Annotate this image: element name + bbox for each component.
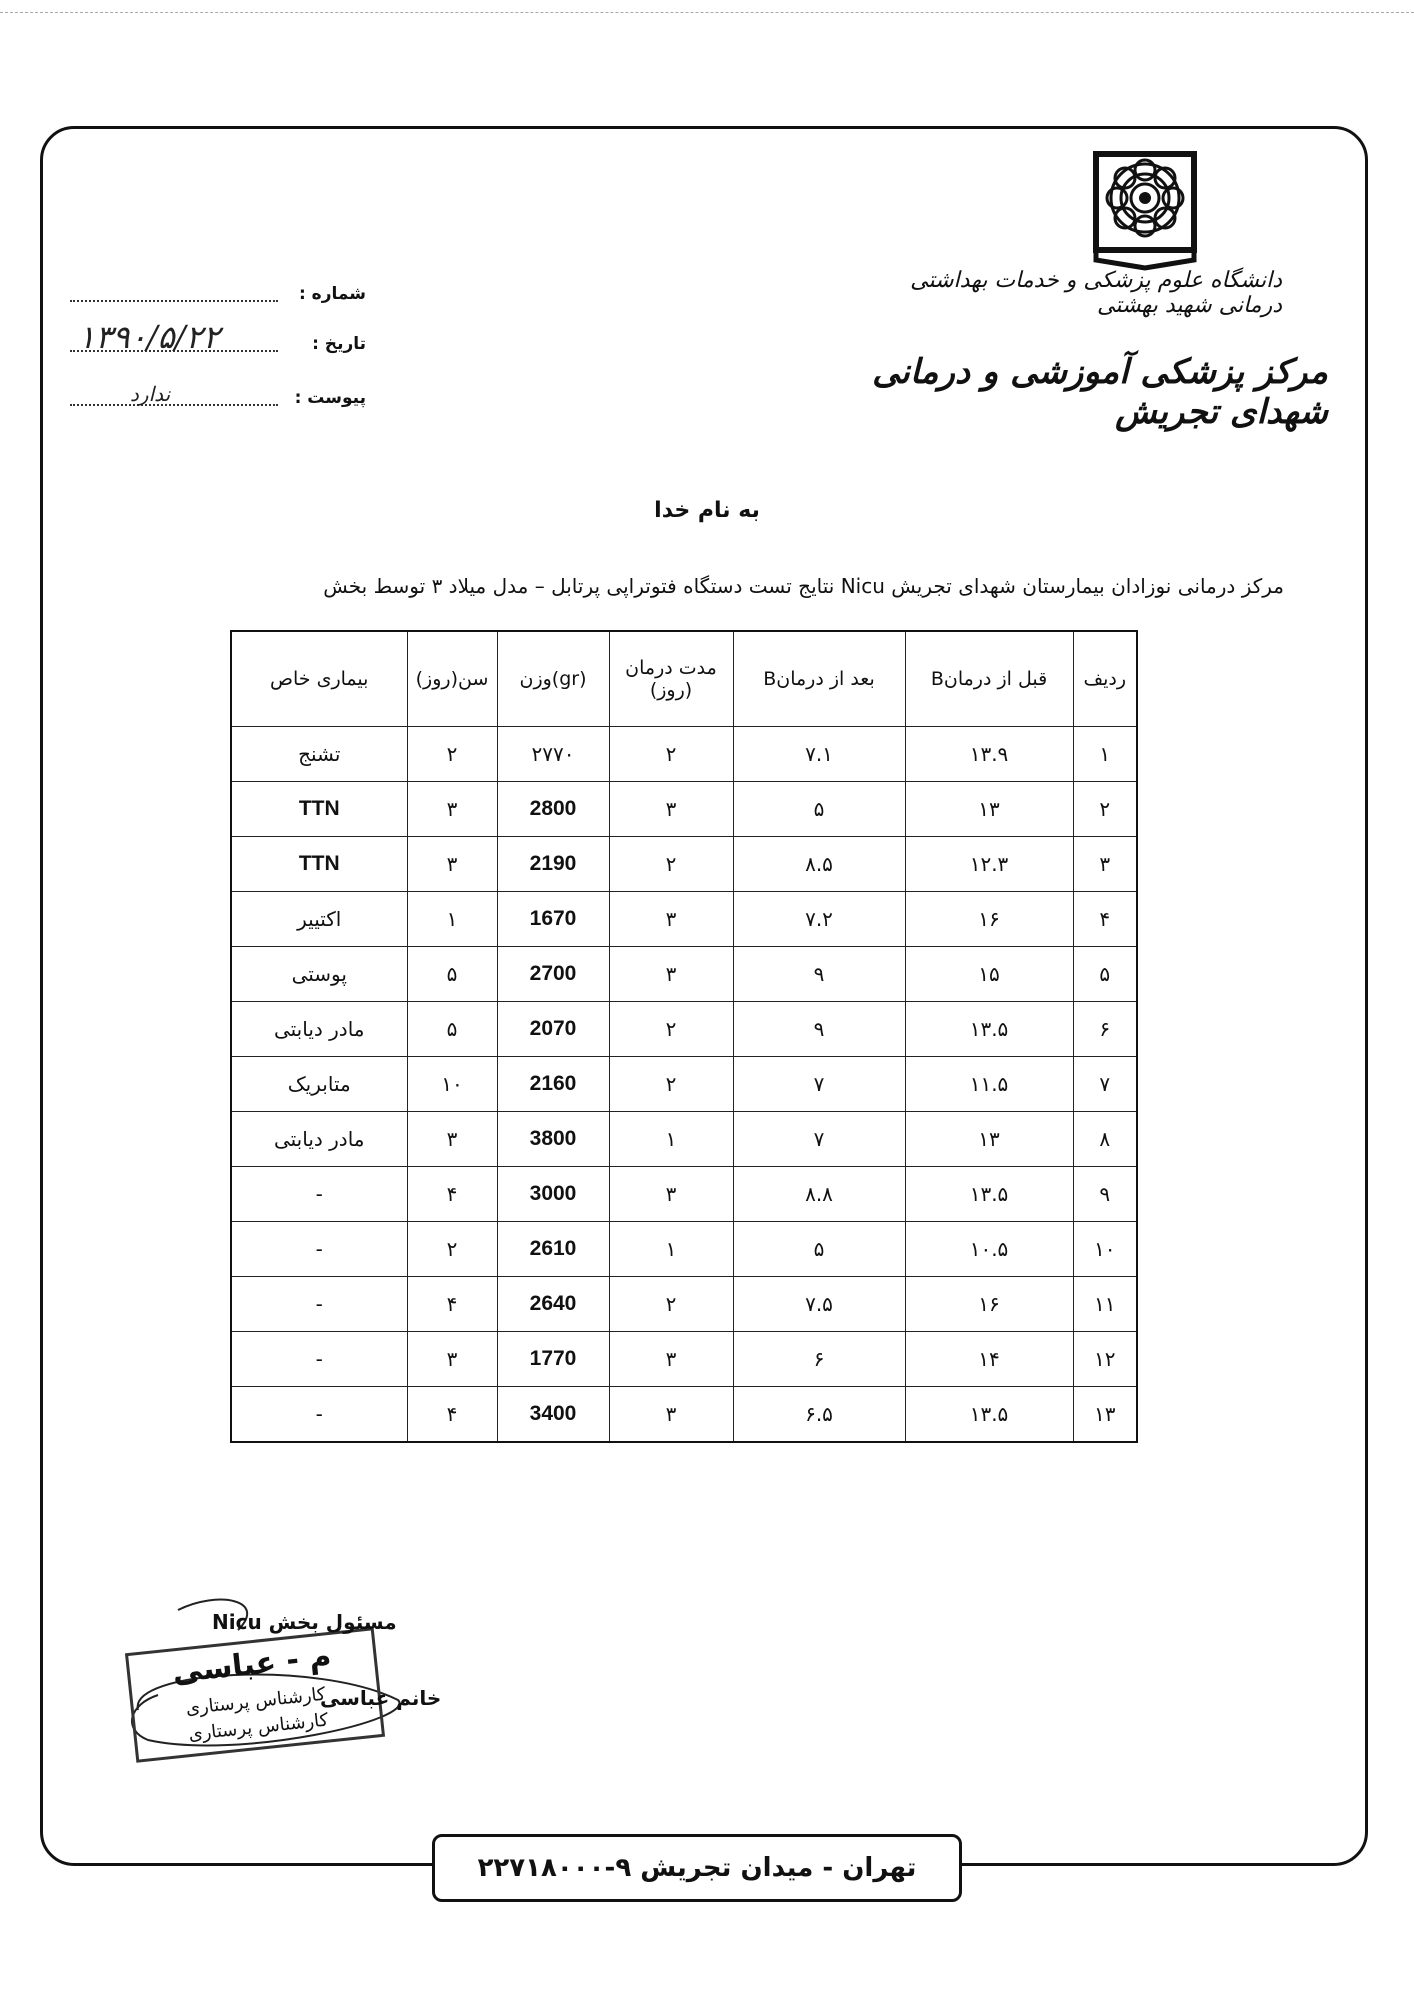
cell-bilirubin-before: ۱۱.۵ — [905, 1057, 1073, 1112]
table-row — [231, 1167, 1137, 1222]
cell-bilirubin-before: ۱۲.۳ — [905, 837, 1073, 892]
number-dots — [70, 300, 278, 302]
cell-duration: ۲ — [609, 1277, 733, 1332]
cell-row-number: ۴ — [1073, 892, 1137, 947]
cell-weight: 3400 — [497, 1387, 609, 1443]
cell-special-disease: - — [231, 1387, 407, 1443]
attachment-field — [70, 372, 366, 412]
cell-special-disease: متابریک — [231, 1057, 407, 1112]
cell-row-number: ۱۳ — [1073, 1387, 1137, 1443]
cell-duration: ۲ — [609, 1002, 733, 1057]
footer-address: تهران - میدان تجریش ۹-۲۲۷۱۸۰۰۰ — [432, 1834, 962, 1902]
cell-bilirubin-after: ۶ — [733, 1332, 905, 1387]
cell-bilirubin-before: ۱۰.۵ — [905, 1222, 1073, 1277]
cell-duration: ۳ — [609, 1387, 733, 1443]
table-row — [231, 782, 1137, 837]
cell-duration: ۱ — [609, 1222, 733, 1277]
cell-weight: 2610 — [497, 1222, 609, 1277]
cell-bilirubin-before: ۱۵ — [905, 947, 1073, 1002]
cell-weight: 2070 — [497, 1002, 609, 1057]
stamp-title: کارشناس پرستاری — [184, 1683, 327, 1720]
cell-special-disease: - — [231, 1167, 407, 1222]
stamp-title-2: کارشناس پرستاری — [187, 1709, 330, 1746]
cell-special-disease: TTN — [231, 782, 407, 837]
cell-age: ۲ — [407, 727, 497, 782]
cell-bilirubin-after: ۷.۵ — [733, 1277, 905, 1332]
header-bilirubin-after: بعد از درمانB — [733, 631, 905, 727]
table-row — [231, 1277, 1137, 1332]
cell-age: ۴ — [407, 1277, 497, 1332]
cell-duration: ۳ — [609, 1332, 733, 1387]
cell-age: ۵ — [407, 1002, 497, 1057]
cell-row-number: ۱۲ — [1073, 1332, 1137, 1387]
cell-duration: ۳ — [609, 947, 733, 1002]
cell-bilirubin-after: ۷.۲ — [733, 892, 905, 947]
cell-weight: 2190 — [497, 837, 609, 892]
stamp-name: م - عباسی — [170, 1638, 333, 1691]
cell-special-disease: مادر دیابتی — [231, 1002, 407, 1057]
table-row — [231, 892, 1137, 947]
table-row — [231, 1112, 1137, 1167]
cell-bilirubin-after: ۵ — [733, 1222, 905, 1277]
cell-age: ۵ — [407, 947, 497, 1002]
cell-age: ۳ — [407, 1332, 497, 1387]
cell-weight: 2800 — [497, 782, 609, 837]
cell-bilirubin-before: ۱۳.۵ — [905, 1387, 1073, 1443]
nurse-name: خانم عباسی — [320, 1686, 442, 1710]
number-label: شماره : — [298, 284, 366, 304]
results-table — [230, 630, 1138, 1443]
cell-row-number: ۹ — [1073, 1167, 1137, 1222]
cell-age: ۴ — [407, 1387, 497, 1443]
cell-weight: ۲۷۷۰ — [497, 727, 609, 782]
university-logo-icon — [1086, 140, 1204, 276]
cell-row-number: ۲ — [1073, 782, 1137, 837]
cell-row-number: ۸ — [1073, 1112, 1137, 1167]
table-row — [231, 837, 1137, 892]
date-field — [70, 318, 366, 358]
cell-age: ۱ — [407, 892, 497, 947]
cell-special-disease: - — [231, 1222, 407, 1277]
cell-bilirubin-after: ۸.۸ — [733, 1167, 905, 1222]
cell-special-disease: TTN — [231, 837, 407, 892]
cell-age: ۱۰ — [407, 1057, 497, 1112]
cell-row-number: ۱۱ — [1073, 1277, 1137, 1332]
cell-duration: ۳ — [609, 892, 733, 947]
cell-duration: ۳ — [609, 1167, 733, 1222]
cell-weight: 2640 — [497, 1277, 609, 1332]
header-row-number: ردیف — [1073, 631, 1137, 727]
cell-age: ۳ — [407, 1112, 497, 1167]
cell-bilirubin-before: ۱۳.۵ — [905, 1002, 1073, 1057]
cell-row-number: ۵ — [1073, 947, 1137, 1002]
attachment-value: ندارد — [130, 382, 171, 406]
cell-bilirubin-after: ۷ — [733, 1112, 905, 1167]
table-row — [231, 1222, 1137, 1277]
cell-row-number: ۶ — [1073, 1002, 1137, 1057]
cell-special-disease: اکتییر — [231, 892, 407, 947]
cell-duration: ۳ — [609, 782, 733, 837]
cell-weight: 3800 — [497, 1112, 609, 1167]
cell-row-number: ۳ — [1073, 837, 1137, 892]
cell-weight: 2160 — [497, 1057, 609, 1112]
cell-bilirubin-before: ۱۳.۹ — [905, 727, 1073, 782]
cell-special-disease: - — [231, 1277, 407, 1332]
cell-bilirubin-before: ۱۳ — [905, 782, 1073, 837]
responsible-label: مسئول بخش Nicu — [212, 1610, 397, 1634]
header-age: سن(روز) — [407, 631, 497, 727]
table-row — [231, 1332, 1137, 1387]
cell-bilirubin-after: ۶.۵ — [733, 1387, 905, 1443]
table-row — [231, 727, 1137, 782]
cell-special-disease: پوستی — [231, 947, 407, 1002]
cell-duration: ۱ — [609, 1112, 733, 1167]
cell-special-disease: تشنج — [231, 727, 407, 782]
cell-weight: 1770 — [497, 1332, 609, 1387]
bismillah-heading: به نام خدا — [654, 498, 760, 523]
intro-text: مرکز درمانی نوزادان بیمارستان شهدای تجریش Nicu نتایج تست دستگاه فتوتراپی پرتابل – مدل میلاد ۳ توسط بخش — [323, 574, 1284, 598]
date-label: تاریخ : — [312, 334, 366, 354]
cell-bilirubin-after: ۷ — [733, 1057, 905, 1112]
cell-duration: ۲ — [609, 837, 733, 892]
table-row — [231, 947, 1137, 1002]
cell-duration: ۲ — [609, 727, 733, 782]
cell-bilirubin-after: ۹ — [733, 1002, 905, 1057]
cell-weight: 1670 — [497, 892, 609, 947]
hospital-name: مرکز پزشکی آموزشی و درمانی شهدای تجریش — [872, 352, 1328, 432]
cell-bilirubin-before: ۱۳ — [905, 1112, 1073, 1167]
cell-bilirubin-before: ۱۶ — [905, 1277, 1073, 1332]
university-name: دانشگاه علوم پزشکی و خدمات بهداشتی درمانی شهید بهشتی — [910, 268, 1282, 318]
header-special-disease: بیماری خاص — [231, 631, 407, 727]
attachment-dots — [70, 404, 278, 406]
cell-row-number: ۱۰ — [1073, 1222, 1137, 1277]
cell-age: ۳ — [407, 782, 497, 837]
cell-weight: 2700 — [497, 947, 609, 1002]
date-value: ۱۳۹۰/۵/۲۲ — [78, 318, 220, 356]
cell-age: ۲ — [407, 1222, 497, 1277]
top-edge-line — [0, 12, 1414, 13]
table-row — [231, 1002, 1137, 1057]
cell-bilirubin-after: ۸.۵ — [733, 837, 905, 892]
table-row — [231, 1057, 1137, 1112]
cell-row-number: ۱ — [1073, 727, 1137, 782]
cell-special-disease: مادر دیابتی — [231, 1112, 407, 1167]
table-row — [231, 1387, 1137, 1443]
results-table-wrapper — [230, 630, 1136, 1443]
cell-special-disease: - — [231, 1332, 407, 1387]
cell-bilirubin-after: ۷.۱ — [733, 727, 905, 782]
cell-bilirubin-before: ۱۶ — [905, 892, 1073, 947]
table-header-row — [231, 631, 1137, 727]
cell-age: ۴ — [407, 1167, 497, 1222]
number-field — [70, 268, 366, 308]
cell-bilirubin-after: ۵ — [733, 782, 905, 837]
header-weight: (gr)وزن — [497, 631, 609, 727]
header-bilirubin-before: قبل از درمانB — [905, 631, 1073, 727]
cell-age: ۳ — [407, 837, 497, 892]
cell-bilirubin-before: ۱۳.۵ — [905, 1167, 1073, 1222]
cell-duration: ۲ — [609, 1057, 733, 1112]
header-duration: مدت درمان (روز) — [609, 631, 733, 727]
cell-bilirubin-before: ۱۴ — [905, 1332, 1073, 1387]
attachment-label: پیوست : — [294, 388, 366, 408]
cell-bilirubin-after: ۹ — [733, 947, 905, 1002]
cell-row-number: ۷ — [1073, 1057, 1137, 1112]
cell-weight: 3000 — [497, 1167, 609, 1222]
